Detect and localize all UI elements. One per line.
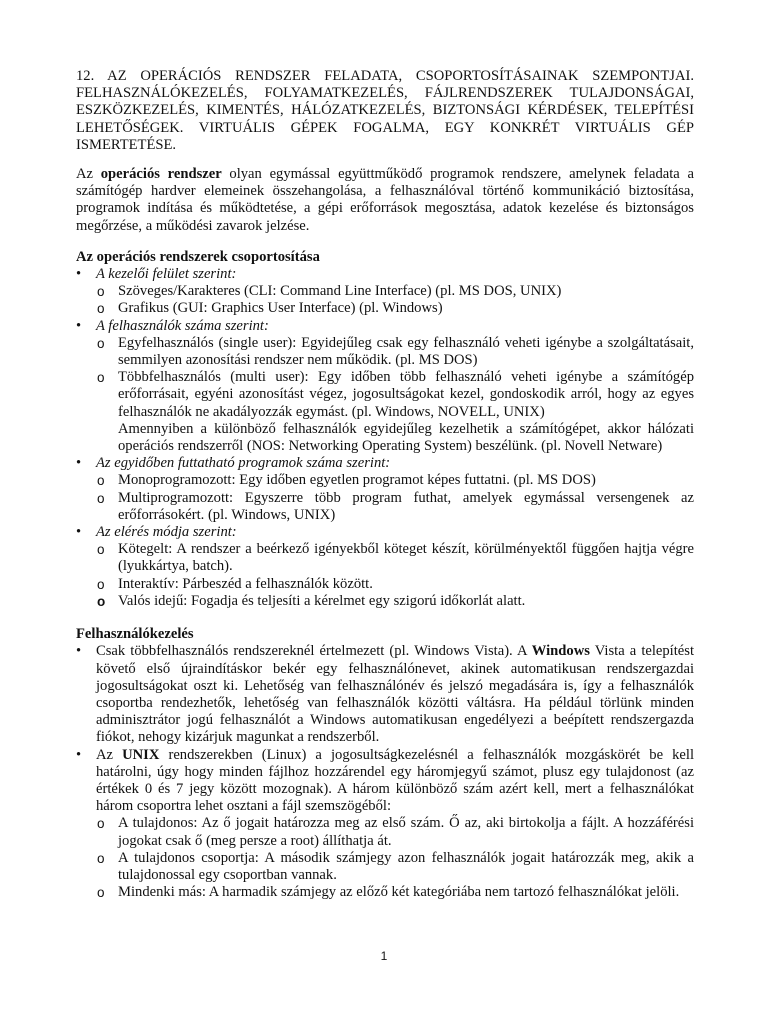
circle-bullet-icon: o bbox=[97, 885, 105, 901]
circle-bullet-icon: o bbox=[97, 816, 105, 832]
list-item bbox=[76, 884, 694, 901]
group-item bbox=[76, 524, 694, 541]
circle-bullet-icon: o bbox=[97, 284, 105, 300]
list-continuation: Amennyiben a különböző felhasználók egyidejűleg kezelhetik a számítógépet, akkor hálózati operációs rendszerről (NOS: Networking Operating System) beszélünk. (pl. Novell Netware) bbox=[118, 420, 694, 455]
bullet-icon: • bbox=[76, 643, 82, 660]
users-p1-pre: Csak többfelhasználós rendszereknél értelmezett (pl. Windows Vista). A bbox=[96, 643, 532, 660]
circle-bullet-icon: o bbox=[97, 335, 105, 351]
circle-bullet-icon: o bbox=[97, 542, 105, 558]
list-item bbox=[76, 472, 694, 489]
intro-term: operációs rendszer bbox=[100, 166, 222, 183]
group-item bbox=[76, 318, 694, 335]
intro-paragraph bbox=[76, 166, 694, 235]
users-heading: Felhasználókezelés bbox=[76, 626, 194, 643]
list-item bbox=[76, 300, 694, 317]
bullet-icon: • bbox=[76, 524, 82, 541]
bullet-icon: • bbox=[76, 317, 82, 334]
page-number: 1 bbox=[380, 949, 388, 963]
circle-bullet-icon: o bbox=[97, 490, 105, 506]
users-p2-post: rendszerekben (Linux) a jogosultságkezelésnél a felhasználók mozgáskörét be kell határolni, úgy hogy minden fájlhoz hozzárendel egy háromjegyű számot, plusz egy tulajdonost (az értékek 0 és 7 jegy között mozognak). A három különböző szám azért kell, mert a felhasználókat három csoportra lehet osztani a fájl szemszögéből: bbox=[96, 746, 694, 815]
list-item bbox=[76, 815, 694, 849]
list-item-text: Interaktív: Párbeszéd a felhasználók között. bbox=[118, 575, 373, 592]
list-item-text: A tulajdonos: Az ő jogait határozza meg az első szám. Ő az, aki birtokolja a fájlt. A hozzáférési jogokat csak ő (meg persze a root) állíthatja át. bbox=[118, 815, 694, 849]
list-item-text: A tulajdonos csoportja: A második számjegy azon felhasználók jogait határozzák meg, akik a tulajdonossal egy csoportban vannak. bbox=[118, 849, 694, 883]
list-item bbox=[76, 593, 694, 610]
users-p2-bold: UNIX bbox=[122, 746, 160, 763]
group-label: A kezelői felület szerint: bbox=[96, 266, 237, 283]
users-p1-post: Vista a telepítést követő első újraindításkor bekér egy felhasználónevet, akinek automatikusan rendszergazdai jogosultságokat oszt ki. Lehetőség van felhasználónév és jelszó megadására is, így a felhasználók csoportba rendezhetők, lehetőség van felhasználók közötti váltásra. Ha például törlünk minden adminisztrátor jogú felhasználót a Windows automatikusan engedélyezi a beépített rendszergazda fiókot, nehogy kizárjuk magunkat a rendszerből. bbox=[96, 643, 694, 746]
circle-bullet-icon: o bbox=[97, 473, 105, 489]
group-label: A felhasználók száma szerint: bbox=[96, 317, 269, 334]
bullet-icon: • bbox=[76, 746, 82, 763]
users-p2-pre: Az bbox=[96, 746, 123, 763]
list-item-text: Mindenki más: A harmadik számjegy az előző két kategóriába nem tartozó felhasználókat jelöli. bbox=[118, 884, 680, 901]
list-item-text: Szöveges/Karakteres (CLI: Command Line Interface) (pl. MS DOS, UNIX) bbox=[118, 283, 562, 300]
list-item bbox=[76, 541, 694, 575]
list-item-text: Monoprogramozott: Egy időben egyetlen programot képes futtatni. (pl. MS DOS) bbox=[118, 472, 596, 489]
users-paragraph-windows bbox=[76, 643, 694, 746]
list-item bbox=[76, 576, 694, 593]
list-item-text: Valós idejű: Fogadja és teljesíti a kérelmet egy szigorú időkorlát alatt. bbox=[118, 592, 526, 609]
circle-bullet-icon: o bbox=[97, 593, 106, 609]
users-p1-bold: Windows bbox=[531, 643, 590, 660]
grouping-heading: Az operációs rendszerek csoportosítása bbox=[76, 248, 320, 265]
list-item bbox=[76, 369, 694, 421]
intro-post: olyan egymással együttműködő programok rendszere, amelynek feladata a számítógép hardver elemeinek összehangolása, a felhasználóval történő kommunikáció biztosítása, programok indítása és működtetése, a gépi erőforrások megosztása, adatok kezelése és biztonságos megőrzése, a működési zavarok jelzése. bbox=[76, 166, 694, 234]
document-title: 12. AZ OPERÁCIÓS RENDSZER FELADATA, CSOPORTOSÍTÁSAINAK SZEMPONTJAI. FELHASZNÁLÓKEZELÉS, FOLYAMATKEZELÉS, FÁJLRENDSZEREK TULAJDONSÁGAI, ESZKÖZKEZELÉS, KIMENTÉS, HÁLÓZATKEZELÉS, BIZTONSÁGI KÉRDÉSEK, TELEPÍTÉSI LEHETŐSÉGEK. VIRTUÁLIS GÉPEK FOGALMA, EGY KONKRÉT VIRTUÁLIS GÉP ISMERTETÉSE. bbox=[76, 68, 694, 153]
list-item bbox=[76, 283, 694, 300]
group-label: Az egyidőben futtatható programok száma szerint: bbox=[96, 455, 391, 472]
group-label: Az elérés módja szerint: bbox=[96, 524, 237, 541]
bullet-icon: • bbox=[76, 455, 82, 472]
list-item-text: Multiprogramozott: Egyszerre több program futhat, amelyek egymással versengenek az erőforrásokért. (pl. Windows, UNIX) bbox=[118, 489, 694, 523]
group-item bbox=[76, 266, 694, 283]
users-paragraph-unix bbox=[76, 747, 694, 816]
list-item-text: Grafikus (GUI: Graphics User Interface) (pl. Windows) bbox=[118, 300, 443, 317]
circle-bullet-icon: o bbox=[97, 370, 105, 386]
list-item-text: Kötegelt: A rendszer a beérkező igényekből köteget készít, körülményektől függően hajtja végre (lyukkártya, batch). bbox=[118, 541, 694, 575]
list-item-text: Egyfelhasználós (single user): Egyidejűleg csak egy felhasználó veheti igénybe a szolgáltatásait, semmilyen azonosítási rendszer nem működik. (pl. MS DOS) bbox=[118, 334, 694, 369]
list-item bbox=[76, 850, 694, 884]
list-item bbox=[76, 335, 694, 369]
circle-bullet-icon: o bbox=[97, 301, 105, 317]
list-item bbox=[76, 490, 694, 524]
list-item-text: Többfelhasználós (multi user): Egy időben több felhasználó veheti igénybe a számítógép erőforrásait, egyéni azonosítást végez, jogosultságokat kezel, gondoskodik arról, hogy az egyes felhasználók ne akadályozzák egymást. (pl. Windows, NOVELL, UNIX) bbox=[118, 369, 694, 420]
group-item bbox=[76, 455, 694, 472]
intro-pre: Az bbox=[76, 166, 101, 183]
circle-bullet-icon: o bbox=[97, 850, 105, 866]
bullet-icon: • bbox=[76, 266, 82, 283]
page-content bbox=[76, 68, 694, 901]
circle-bullet-icon: o bbox=[97, 576, 105, 592]
